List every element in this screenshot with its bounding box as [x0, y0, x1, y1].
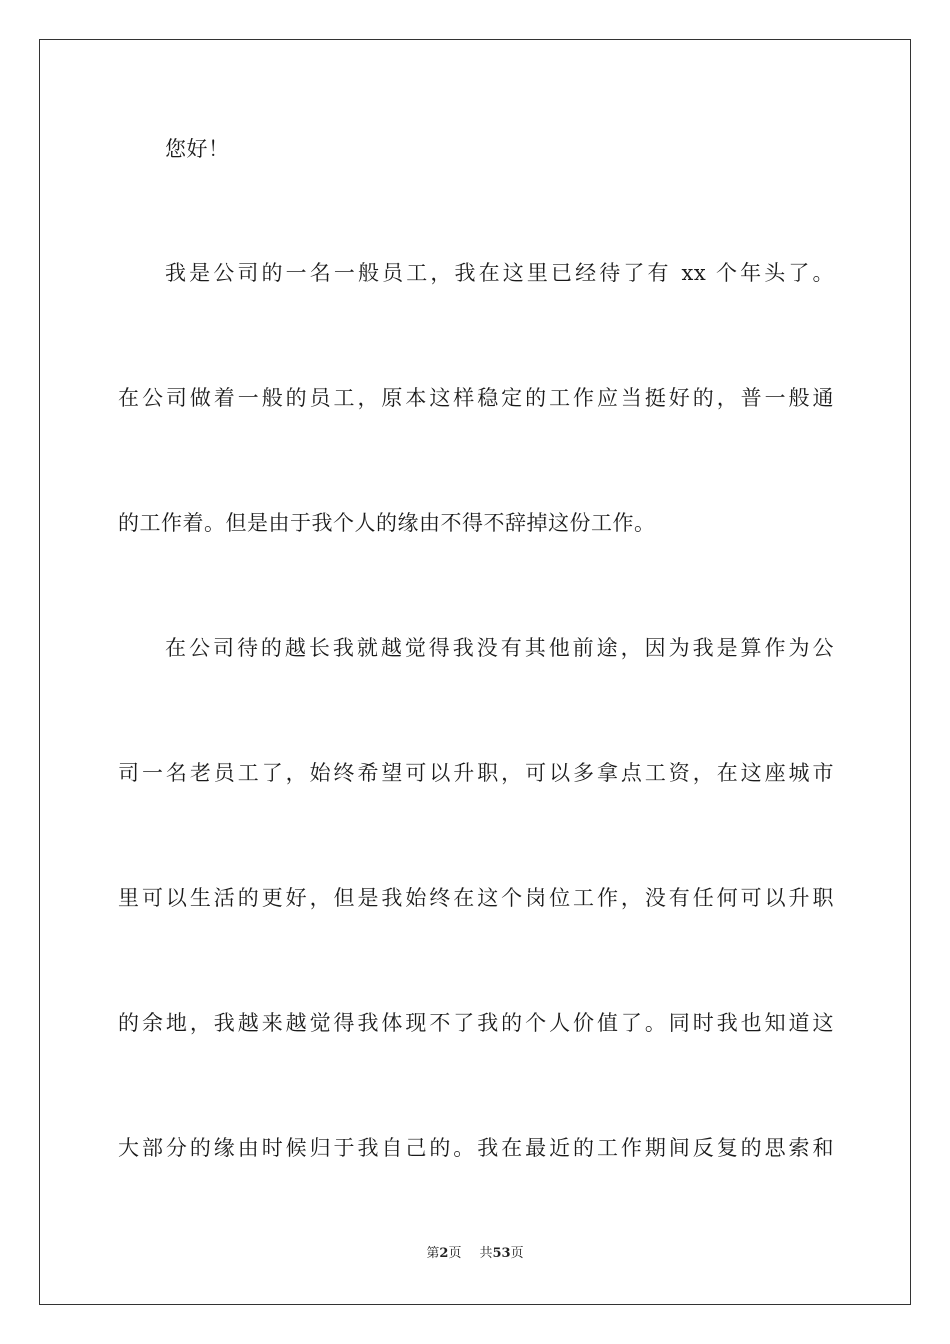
current-page-number: 2 — [439, 1246, 449, 1261]
total-suffix: 页 — [510, 1246, 524, 1261]
page-prefix: 第 — [426, 1246, 440, 1261]
total-pages-number: 53 — [492, 1246, 511, 1261]
body-line: 我是公司的一名一般员工，我在这里已经待了有 xx 个年头了。 — [165, 261, 834, 285]
body-line: 在公司做着一般的员工，原本这样稳定的工作应当挺好的，普一般通 — [118, 386, 834, 410]
total-prefix: 共 — [479, 1246, 493, 1261]
body-line: 在公司待的越长我就越觉得我没有其他前途，因为我是算作为公 — [165, 636, 834, 660]
page-footer — [0, 1242, 950, 1261]
page-suffix: 页 — [448, 1246, 462, 1261]
greeting-line: 您好！ — [165, 137, 230, 161]
body-line: 里可以生活的更好，但是我始终在这个岗位工作，没有任何可以升职 — [118, 886, 834, 910]
body-line: 的工作着。但是由于我个人的缘由不得不辞掉这份工作。 — [118, 511, 656, 535]
body-line: 的余地，我越来越觉得我体现不了我的个人价值了。同时我也知道这 — [118, 1011, 834, 1035]
body-line: 大部分的缘由时候归于我自己的。我在最近的工作期间反复的思索和 — [118, 1136, 834, 1160]
page-border — [39, 39, 911, 1305]
body-line: 司一名老员工了，始终希望可以升职，可以多拿点工资，在这座城市 — [118, 761, 834, 785]
